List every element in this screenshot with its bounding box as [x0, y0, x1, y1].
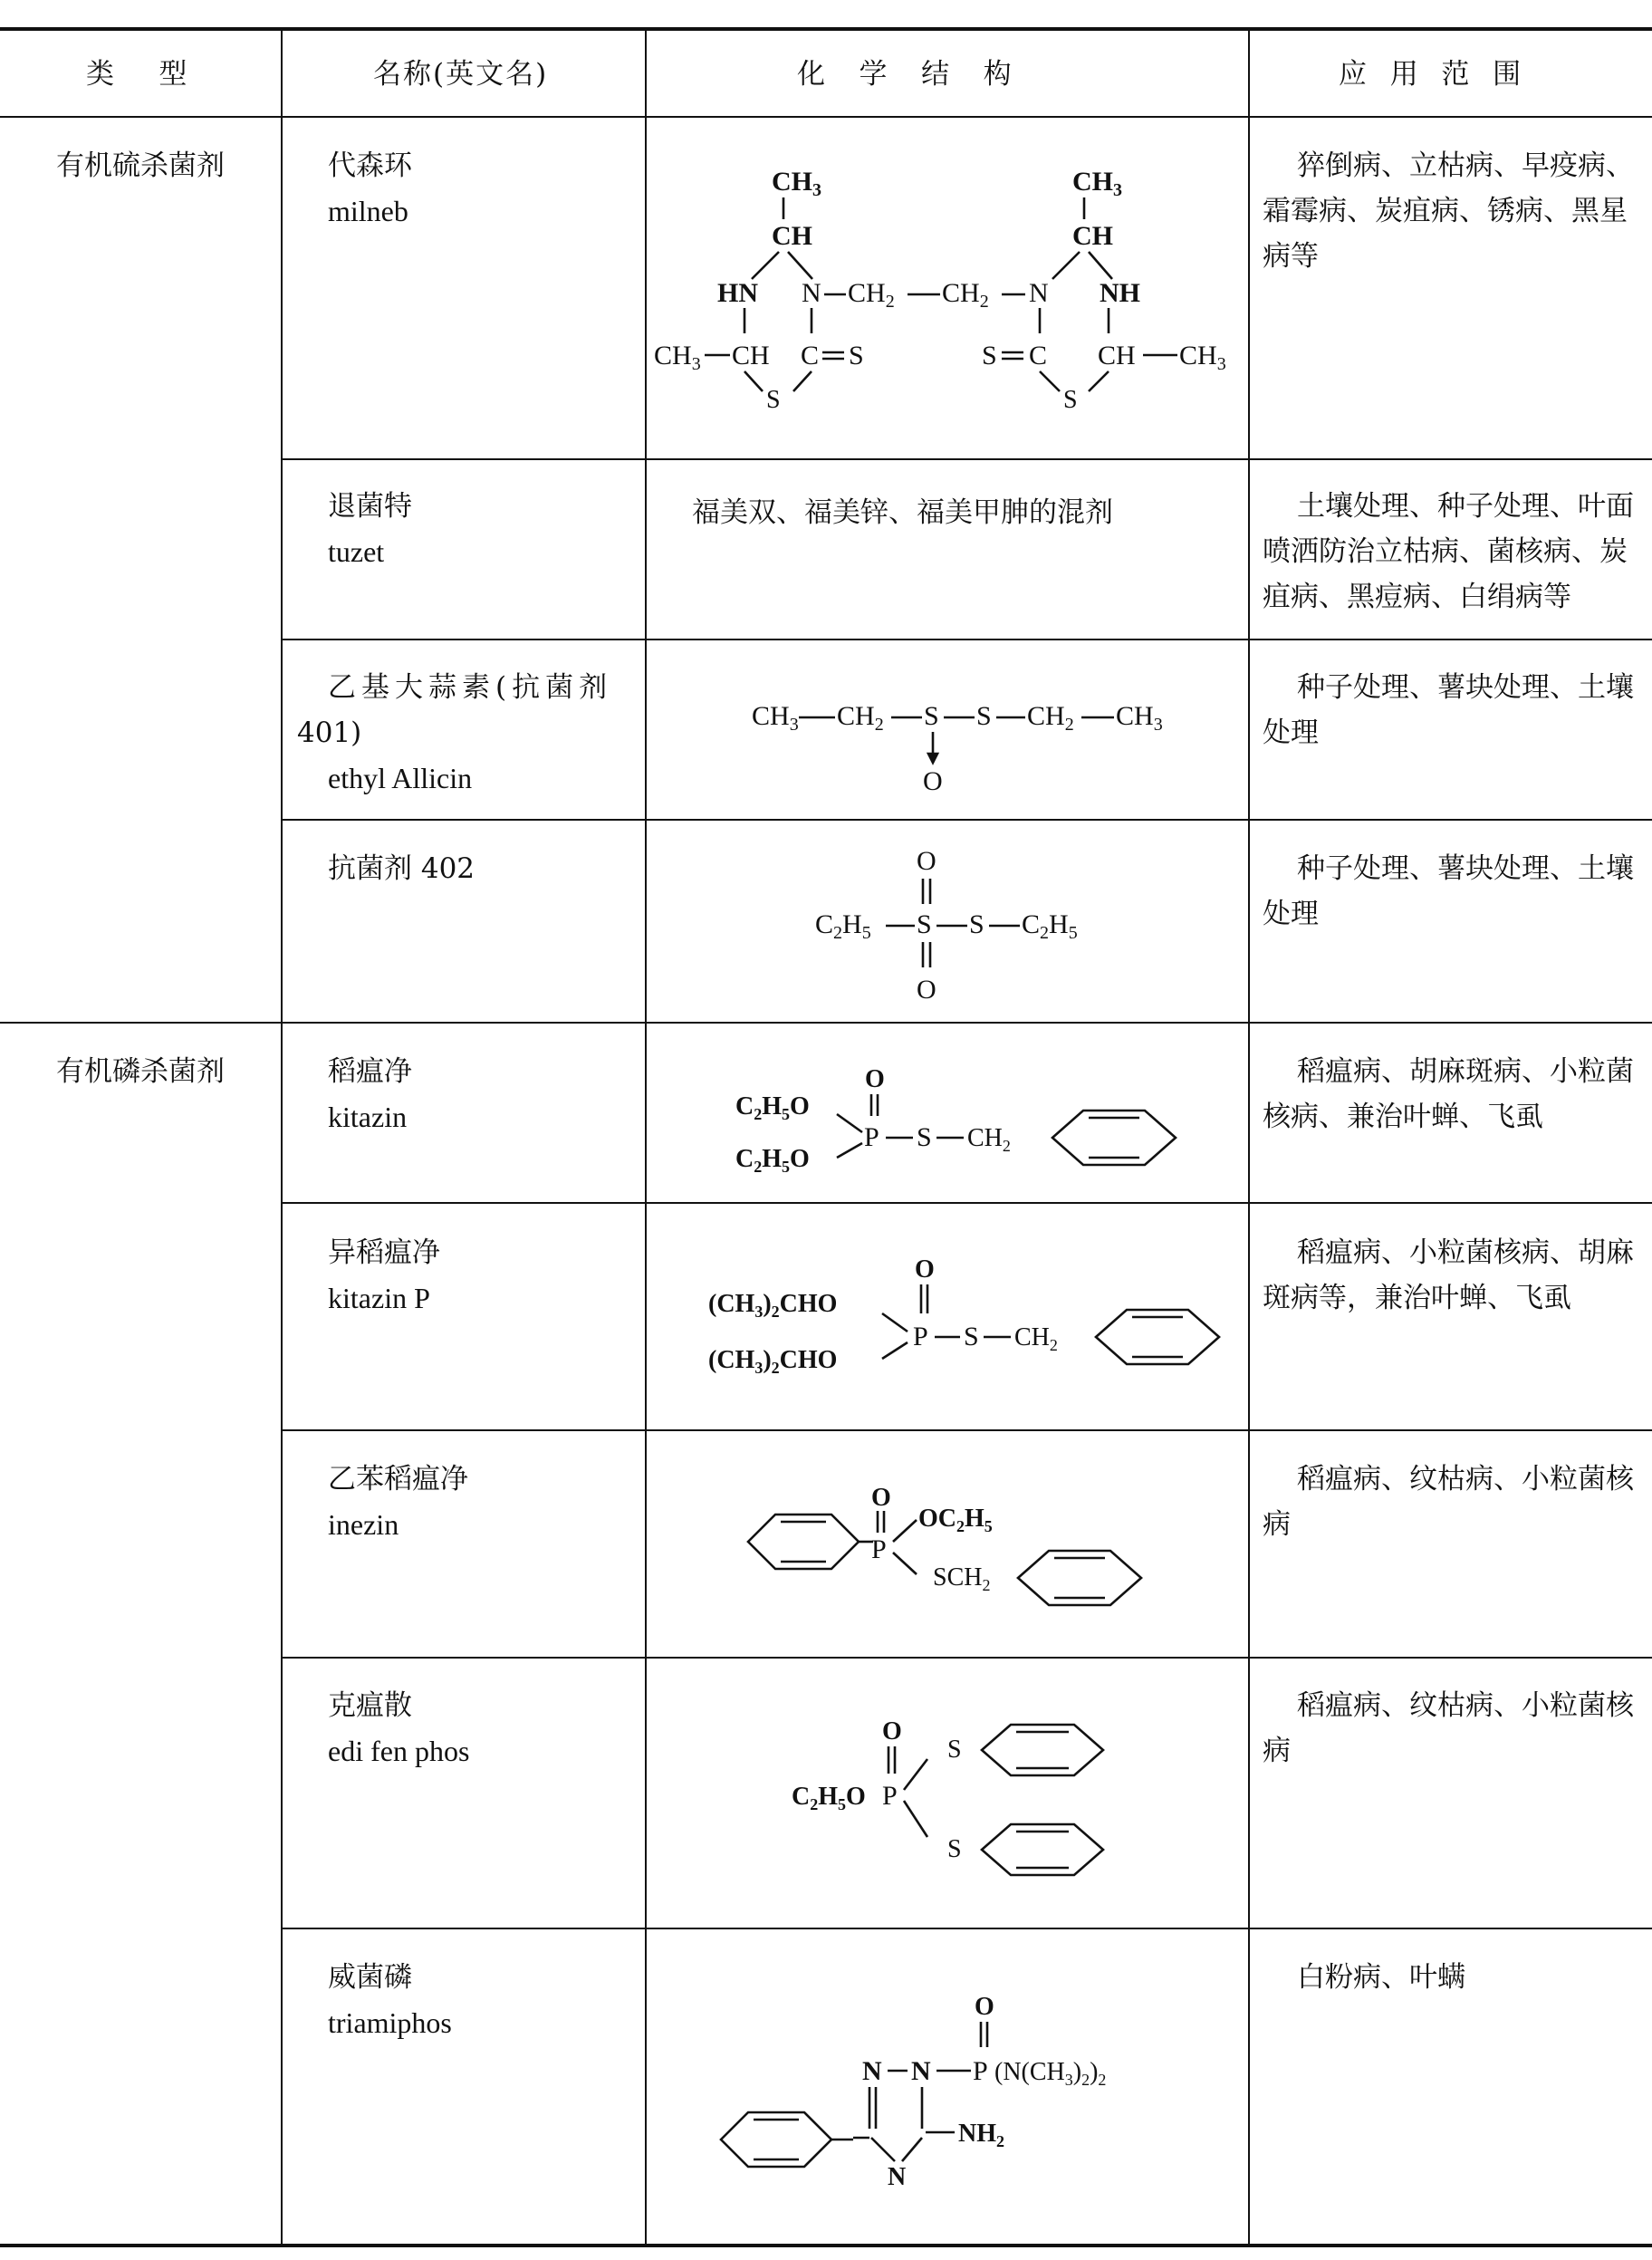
formula-label: $CH_2$: [967, 1124, 1011, 1155]
formula-label: O: [865, 1065, 885, 1093]
formula-label: O: [917, 846, 936, 876]
formula-label: $CH_3$: [752, 701, 799, 735]
row-rule: [281, 1429, 1652, 1431]
formula-label: $CH_2$: [1027, 701, 1074, 735]
structure-triamiphos: [645, 1984, 1248, 2228]
structure-milneb: [645, 154, 1248, 426]
row-rule: [281, 1928, 1652, 1929]
formula-label: P: [864, 1122, 879, 1152]
column-divider: [1248, 27, 1250, 2246]
formula-label: $CH_3$: [1116, 701, 1163, 735]
row-application: 稻瘟病、小粒菌核病、胡麻斑病等，兼治叶蝉、飞虱: [1263, 1236, 1634, 1314]
formula-label: O: [882, 1717, 902, 1745]
formula-label: CH: [732, 341, 770, 370]
formula-label: $CH_3$: [654, 341, 701, 374]
header-type: 类 型: [86, 58, 189, 91]
formula-label: S: [917, 1122, 932, 1152]
formula-label: O: [915, 1255, 935, 1284]
group-type-sulfur: 有机硫杀菌剂: [56, 149, 225, 182]
structure-agent-402: [645, 833, 1248, 1015]
formula-label: $CH_3$: [1179, 341, 1226, 374]
row-name-cn: 退菌特: [328, 490, 412, 523]
row-application: 白粉病、叶螨: [1297, 1961, 1465, 1994]
formula-label: HN: [717, 278, 758, 308]
row-name-cn: 异稻瘟净: [328, 1236, 440, 1269]
formula-label: S: [947, 1736, 962, 1764]
formula-label: $(N(CH_3)_2)_2$: [994, 2058, 1107, 2089]
row-name-en: ethyl Allicin: [328, 762, 473, 794]
row-name-en: inezin: [328, 1508, 399, 1541]
formula-label: $CH_2$: [837, 701, 884, 735]
formula-label: N: [802, 278, 821, 308]
formula-label: C: [1029, 341, 1048, 370]
formula-label: S: [849, 341, 864, 370]
row-application: 种子处理、薯块处理、土壤处理: [1263, 671, 1634, 749]
group-rule: [0, 1022, 1652, 1024]
formula-label: S: [964, 1322, 979, 1351]
formula-label: $CH_3$: [1072, 167, 1122, 200]
row-name-cn: 抗菌剂 402: [328, 852, 475, 885]
formula-label: $C_2H_5$: [1022, 909, 1078, 943]
row-name-cn: 乙基大蒜素(抗菌剂: [328, 671, 613, 704]
row-application: 猝倒病、立枯病、早疫病、霜霉病、炭疽病、锈病、黑星病等: [1263, 149, 1634, 273]
formula-label: CH: [772, 221, 812, 251]
formula-label: $C_2H_5O$: [792, 1783, 866, 1813]
row-name-cn: 威菌磷: [328, 1961, 412, 1994]
bottom-rule: [0, 2244, 1652, 2247]
structure-inezin: [645, 1458, 1248, 1649]
row-rule: [281, 639, 1652, 640]
formula-label: S: [969, 909, 984, 939]
row-rule: [281, 1202, 1652, 1204]
formula-label: $CH_2$: [1014, 1323, 1058, 1354]
column-divider: [281, 27, 283, 2246]
formula-label: S: [982, 341, 997, 370]
formula-label: O: [975, 1993, 994, 2021]
formula-label: $C_2H_5O$: [735, 1092, 810, 1123]
formula-label: P: [973, 2056, 988, 2086]
formula-label: P: [871, 1534, 887, 1564]
formula-label: C: [801, 341, 820, 370]
row-name-en: triamiphos: [328, 2006, 452, 2039]
header-application: 应 用 范 围: [1339, 58, 1523, 91]
structure-ethyl-allicin: [645, 688, 1248, 806]
formula-label: O: [923, 766, 943, 796]
formula-label: S: [924, 701, 939, 731]
formula-label: $NH_2$: [958, 2120, 1004, 2150]
formula-label: $CH_2$: [848, 278, 895, 312]
formula-label: $(CH_3)_2CHO$: [708, 1346, 838, 1377]
formula-label: $CH_2$: [942, 278, 989, 312]
formula-label: N: [911, 2056, 931, 2086]
formula-label: S: [917, 909, 932, 939]
formula-label: S: [947, 1835, 962, 1863]
row-rule: [281, 458, 1652, 460]
formula-label: S: [766, 386, 781, 414]
header-structure: 化 学 结 构: [797, 58, 1013, 91]
formula-label: $CH_3$: [772, 167, 821, 200]
row-name-cn: 稻瘟净: [328, 1055, 412, 1088]
row-name-en: edi fen phos: [328, 1735, 470, 1767]
structure-kitazin-p: [645, 1241, 1248, 1404]
row-name-cn: 乙苯稻瘟净: [328, 1463, 468, 1495]
group-type-phosphorus: 有机磷杀菌剂: [56, 1055, 225, 1088]
row-application: 稻瘟病、胡麻斑病、小粒菌核病、兼治叶蝉、飞虱: [1263, 1055, 1634, 1133]
row-application: 种子处理、薯块处理、土壤处理: [1263, 852, 1634, 930]
row-name-cn: 代森环: [328, 149, 412, 182]
top-rule: [0, 27, 1652, 31]
row-name-en: tuzet: [328, 535, 385, 568]
formula-label: O: [871, 1484, 891, 1512]
structure-kitazin: [645, 1051, 1248, 1187]
row-name-en: milneb: [328, 195, 408, 227]
row-name-cn-cont: 401): [297, 716, 362, 749]
header-rule: [0, 116, 1652, 118]
formula-label: CH: [1072, 221, 1113, 251]
formula-label: N: [1029, 278, 1049, 308]
formula-label: N: [862, 2056, 882, 2086]
formula-label: S: [1063, 386, 1078, 414]
formula-label: P: [913, 1322, 928, 1351]
structure-edifenphos: [645, 1703, 1248, 1911]
formula-label: $OC_2H_5$: [918, 1505, 993, 1535]
formula-label: N: [888, 2163, 907, 2191]
formula-label: $SCH_2$: [933, 1563, 991, 1594]
row-rule: [281, 1657, 1652, 1659]
row-application: 稻瘟病、纹枯病、小粒菌核病: [1263, 1689, 1634, 1767]
formula-label: NH: [1100, 278, 1140, 308]
header-name: 名称(英文名): [373, 58, 549, 91]
row-name-en: kitazin P: [328, 1282, 430, 1314]
formula-label: CH: [1098, 341, 1136, 370]
formula-label: $(CH_3)_2CHO$: [708, 1290, 838, 1321]
row-application: 土壤处理、种子处理、叶面喷洒防治立枯病、菌核病、炭疽病、黑痘病、白绢病等: [1263, 490, 1634, 613]
row-name-en: kitazin: [328, 1101, 408, 1133]
structure-text: 福美双、福美锌、福美甲胂的混剂: [692, 496, 1113, 529]
formula-label: O: [917, 975, 936, 1005]
row-name-cn: 克瘟散: [328, 1689, 412, 1722]
formula-label: $C_2H_5O$: [735, 1145, 810, 1176]
formula-label: P: [882, 1781, 898, 1811]
row-application: 稻瘟病、纹枯病、小粒菌核病: [1263, 1463, 1634, 1541]
formula-label: S: [976, 701, 992, 731]
row-rule: [281, 819, 1652, 821]
formula-label: $C_2H_5$: [815, 909, 871, 943]
